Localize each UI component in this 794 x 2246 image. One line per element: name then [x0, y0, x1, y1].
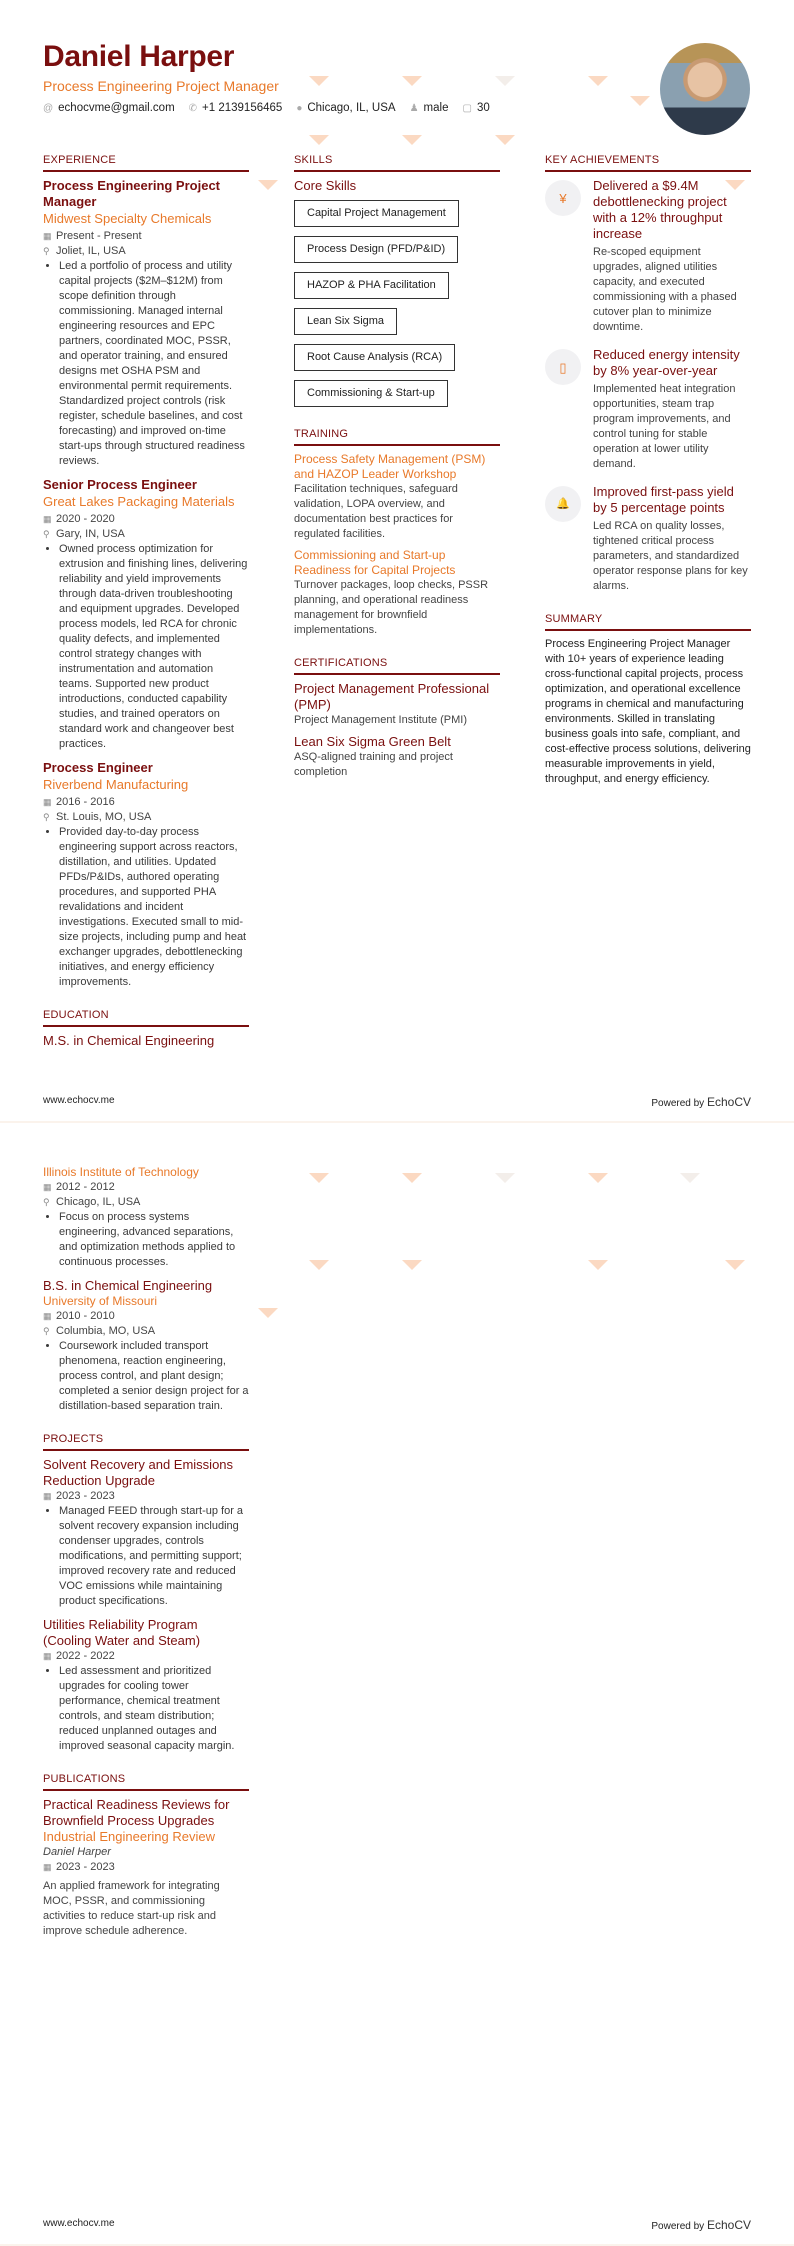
job-title: Process Engineer: [43, 760, 153, 775]
location-text: Chicago, IL, USA: [56, 1196, 141, 1208]
job-bullet: • Provided day-to-day process engineering support across reactors, distillation, and utilities. Updated PFDs/P&IDs, authored operating procedures, and supported PHA revalidations and incident investigations. Executed small to mid-size projects, including pump and heat exchanger upgrades, debottlenecking initiatives, and energy efficiency improvements.: [59, 825, 249, 990]
decor-triangle: [258, 1308, 278, 1318]
dates-text: 2023 - 2023: [56, 1490, 115, 1502]
phone-device-icon: ▯: [545, 349, 581, 385]
job-dates: [43, 795, 249, 810]
decor-triangle: [495, 1173, 515, 1183]
left-column: [43, 153, 249, 1049]
achievement-item: [545, 178, 751, 341]
education-bullet: • Coursework included transport phenomena, reaction engineering, process control, and plant design; completed a senior design project for a distillation-based separation train.: [59, 1339, 249, 1414]
location-text: St. Louis, MO, USA: [56, 811, 152, 823]
decor-triangle: [402, 1260, 422, 1270]
project-item: [43, 1617, 249, 1754]
decor-triangle: [402, 135, 422, 145]
project-bullet: • Managed FEED through start-up for a solvent recovery expansion including condenser upgrades, controls modifications, and permitting support; improved recovery rate and reduced VOC emissions while maintaining product specifications.: [59, 1504, 249, 1609]
footer-powered: [651, 2218, 751, 2232]
school-name: University of Missouri: [43, 1294, 158, 1308]
bell-icon: 🔔: [545, 486, 581, 522]
location-icon: ⚲: [43, 529, 50, 539]
user-icon: ♟: [409, 103, 419, 114]
achievement-title: Delivered a $9.4M debottlenecking project with a 12% throughput increase: [593, 178, 727, 241]
experience-item: [43, 178, 249, 469]
powered-by-text: Powered by: [651, 2221, 705, 2232]
contact-age: [462, 102, 489, 114]
location-text: Columbia, MO, USA: [56, 1325, 156, 1337]
location-icon: ⚲: [43, 812, 50, 822]
experience-item: [43, 760, 249, 990]
achievement-title: Improved first-pass yield by 5 percentage points: [593, 484, 734, 515]
dates-text: 2020 - 2020: [56, 513, 115, 525]
calendar-icon: ▦: [43, 1862, 52, 1872]
decor-triangle: [725, 1260, 745, 1270]
achievement-item: [545, 484, 751, 600]
contact-gender: [410, 102, 449, 114]
publication-item: [43, 1797, 249, 1939]
calendar-icon: ▦: [43, 1651, 52, 1661]
calendar-icon: ▦: [43, 514, 52, 524]
resume-header: [43, 40, 490, 114]
section-title-certifications: CERTIFICATIONS: [294, 656, 500, 675]
decor-triangle: [258, 180, 278, 190]
footer-site-link[interactable]: www.echocv.me: [43, 1095, 115, 1106]
middle-column: [294, 153, 500, 786]
job-dates: [43, 512, 249, 527]
job-dates: [43, 229, 249, 244]
calendar-icon: ▦: [43, 1491, 52, 1501]
job-title: Senior Process Engineer: [43, 477, 197, 492]
contact-location: [296, 102, 395, 114]
section-title-training: TRAINING: [294, 427, 500, 446]
location-icon: ⚲: [43, 246, 50, 256]
decor-triangle: [630, 96, 650, 106]
company-name: Riverbend Manufacturing: [43, 777, 189, 792]
yen-coin-icon: ¥: [545, 180, 581, 216]
project-dates: [43, 1489, 249, 1504]
education-location: [43, 1195, 249, 1210]
calendar-icon: ▦: [43, 1182, 52, 1192]
decor-triangle: [495, 135, 515, 145]
calendar-icon: ▢: [462, 103, 472, 114]
section-title-summary: SUMMARY: [545, 612, 751, 631]
publication-dates: [43, 1860, 249, 1875]
section-title-publications: PUBLICATIONS: [43, 1772, 249, 1791]
company-name: Midwest Specialty Chemicals: [43, 211, 212, 226]
job-location: [43, 810, 249, 825]
contact-text: +1 2139156465: [202, 102, 283, 114]
location-icon: ⚲: [43, 1197, 50, 1207]
certification-title: Project Management Professional (PMP): [294, 681, 490, 712]
certification-issuer: Project Management Institute (PMI): [294, 714, 468, 726]
candidate-title: Process Engineering Project Manager: [43, 78, 279, 94]
resume-page-2: [0, 1123, 794, 2246]
decor-triangle: [309, 1173, 329, 1183]
powered-by-text: Powered by: [651, 1098, 705, 1109]
summary-text: Process Engineering Project Manager with 10+ years of experience leading cross-functional capital projects, process optimization, and operational excellence programs in chemical and manufacturing environments. Skilled in translating business goals into safe, compliant, and cost-effective process solutions, delivering measurable improvements in yield, throughput, and energy efficiency.: [545, 638, 751, 785]
contact-text: echocvme@gmail.com: [58, 102, 175, 114]
skill-chip: HAZOP & PHA Facilitation: [294, 272, 449, 299]
school-name: Illinois Institute of Technology: [43, 1165, 199, 1179]
contact-text: Chicago, IL, USA: [307, 102, 396, 114]
contact-list: [43, 102, 490, 114]
location-icon: ⚲: [43, 1326, 50, 1336]
certification-issuer: ASQ-aligned training and project completion: [294, 751, 453, 778]
skill-chip: Lean Six Sigma: [294, 308, 397, 335]
publication-author: Daniel Harper: [43, 1846, 111, 1858]
decor-triangle: [588, 1173, 608, 1183]
training-desc: Facilitation techniques, safeguard validation, LOPA overview, and documentation best practices for regulated facilities.: [294, 483, 458, 540]
footer-site-link[interactable]: www.echocv.me: [43, 2218, 115, 2229]
location-icon: ●: [296, 103, 303, 114]
dates-text: 2016 - 2016: [56, 796, 115, 808]
education-dates: [43, 1309, 249, 1324]
section-title-education: EDUCATION: [43, 1008, 249, 1027]
publication-desc: An applied framework for integrating MOC, PSSR, and commissioning activities to reduce start-up risk and improve schedule adherence.: [43, 1880, 220, 1937]
degree-title: B.S. in Chemical Engineering: [43, 1278, 213, 1293]
achievement-desc: Led RCA on quality losses, tightened critical process parameters, and standardized operator response plans for key alarms.: [593, 520, 748, 592]
certification-title: Lean Six Sigma Green Belt: [294, 734, 451, 749]
left-column: [43, 1165, 249, 1945]
publication-venue: Industrial Engineering Review: [43, 1829, 215, 1844]
phone-icon: ✆: [188, 103, 198, 114]
job-bullet: • Led a portfolio of process and utility capital projects ($2M–$12M) from scope definition through commissioning. Managed internal engineering resources and EPC partners, coordinated MOC, PSSR, and operator training, and ensured designs met OSHA PSM and environmental permit requirements. Standardized project controls (risk register, schedule baselines, and cost forecasting) and improved on-time start-ups through structured readiness reviews.: [59, 259, 249, 469]
achievement-item: [545, 347, 751, 478]
calendar-icon: ▦: [43, 1311, 52, 1321]
publication-title: Practical Readiness Reviews for Brownfield Process Upgrades: [43, 1797, 230, 1828]
project-title: Solvent Recovery and Emissions Reduction Upgrade: [43, 1457, 234, 1488]
achievement-desc: Re-scoped equipment upgrades, aligned utilities capacity, and executed commissioning with a phased cutover plan to minimize downtime.: [593, 246, 737, 333]
project-title: Utilities Reliability Program (Cooling Water and Steam): [43, 1617, 201, 1648]
page-footer: [43, 1095, 751, 1109]
decor-triangle: [588, 1260, 608, 1270]
project-dates: [43, 1649, 249, 1664]
contact-email[interactable]: [43, 102, 175, 114]
brand-name[interactable]: EchoCV: [706, 1095, 751, 1109]
dates-text: 2023 - 2023: [56, 1861, 115, 1873]
at-icon: @: [43, 103, 54, 114]
job-location: [43, 527, 249, 542]
contact-text: male: [423, 102, 449, 114]
decor-triangle: [309, 135, 329, 145]
education-bullet: • Focus on process systems engineering, advanced separations, and optimization methods applied to continuous processes.: [59, 1210, 249, 1270]
location-text: Gary, IN, USA: [56, 528, 125, 540]
skill-chip: Process Design (PFD/P&ID): [294, 236, 458, 263]
training-desc: Turnover packages, loop checks, PSSR planning, and operational readiness management for brownfield implementations.: [294, 579, 489, 636]
page-footer: [43, 2218, 751, 2232]
profile-photo: [660, 43, 750, 135]
experience-item: [43, 477, 249, 752]
candidate-name: Daniel Harper: [43, 40, 235, 73]
dates-text: 2010 - 2010: [56, 1310, 115, 1322]
section-title-projects: PROJECTS: [43, 1432, 249, 1451]
education-dates: [43, 1180, 249, 1195]
decor-triangle: [309, 1260, 329, 1270]
training-title: Commissioning and Start-up Readiness for Capital Projects: [294, 548, 456, 577]
footer-powered: [651, 1095, 751, 1109]
decor-triangle: [588, 76, 608, 86]
decor-triangle: [402, 1173, 422, 1183]
contact-text: 30: [476, 102, 490, 114]
education-location: [43, 1324, 249, 1339]
skill-group-title: Core Skills: [294, 178, 357, 193]
training-title: Process Safety Management (PSM) and HAZOP Leader Workshop: [294, 452, 486, 481]
decor-triangle: [680, 1173, 700, 1183]
project-bullet: • Led assessment and prioritized upgrades for cooling tower performance, chemical treatment controls, and steam distribution; reduced unplanned outages and improved seasonal capacity margin.: [59, 1664, 249, 1754]
right-column: [545, 153, 751, 787]
achievement-title: Reduced energy intensity by 8% year-over-year: [593, 347, 740, 378]
education-item: [43, 1165, 249, 1270]
job-location: [43, 244, 249, 259]
skill-chip: Capital Project Management: [294, 200, 459, 227]
dates-text: 2012 - 2012: [56, 1181, 115, 1193]
skill-chip: Commissioning & Start-up: [294, 380, 448, 407]
job-title: Process Engineering Project Manager: [43, 178, 221, 209]
location-text: Joliet, IL, USA: [56, 245, 126, 257]
education-item: [43, 1278, 249, 1414]
degree-title: M.S. in Chemical Engineering: [43, 1033, 215, 1048]
calendar-icon: ▦: [43, 797, 52, 807]
decor-triangle: [495, 76, 515, 86]
company-name: Great Lakes Packaging Materials: [43, 494, 235, 509]
skill-chip: Root Cause Analysis (RCA): [294, 344, 455, 371]
dates-text: 2022 - 2022: [56, 1650, 115, 1662]
section-title-achievements: KEY ACHIEVEMENTS: [545, 153, 751, 172]
dates-text: Present - Present: [56, 230, 142, 242]
job-bullet: • Owned process optimization for extrusion and finishing lines, delivering reliability and yield improvements through data-driven troubleshooting and equipment upgrades. Developed process models, led RCA for chronic quality defects, and implemented control strategy changes with instrumentation and automation teams. Supported new product introductions, conducted capability studies, and trained operators on standard work and changeover best practices.: [59, 542, 249, 752]
section-title-experience: EXPERIENCE: [43, 153, 249, 172]
project-item: [43, 1457, 249, 1609]
section-title-skills: SKILLS: [294, 153, 500, 172]
calendar-icon: ▦: [43, 231, 52, 241]
achievement-desc: Implemented heat integration opportunities, steam trap program improvements, and control tuning for stable operation at lower utility demand.: [593, 383, 736, 470]
brand-name[interactable]: EchoCV: [706, 2218, 751, 2232]
contact-phone[interactable]: [189, 102, 283, 114]
